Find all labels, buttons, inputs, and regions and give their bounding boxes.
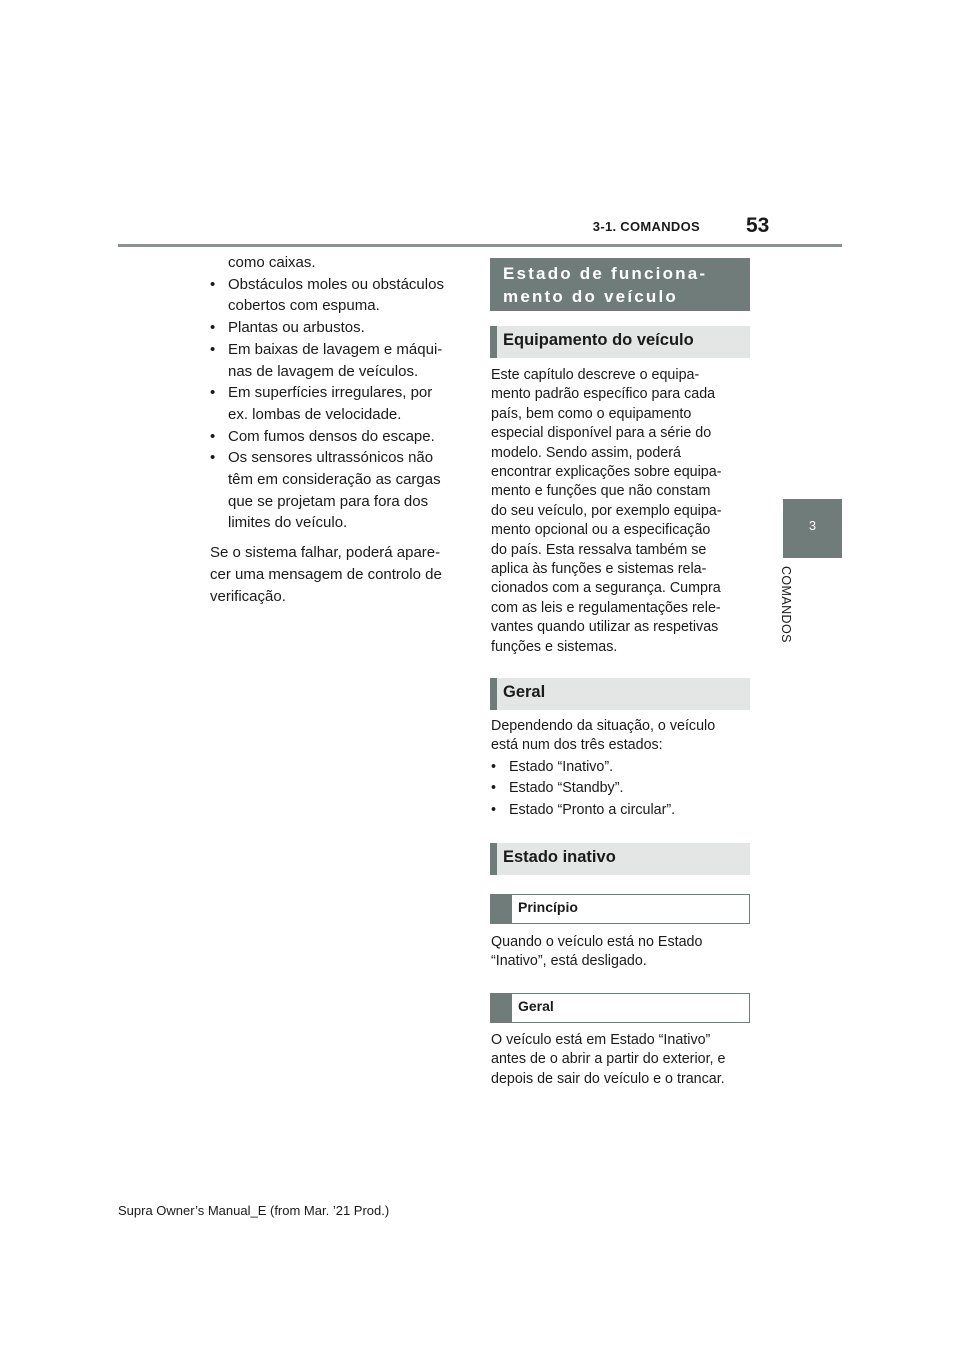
footer-text: Supra Owner’s Manual_E (from Mar. ’21 Prod.) [118, 1203, 390, 1218]
chapter-number: 3 [808, 518, 817, 533]
bullet-item: • Com fumos densos do escape. [210, 426, 464, 448]
bullet-item: • Os sensores ultrassónicos não [210, 447, 464, 469]
paragraph-line: antes de o abrir a partir do exterior, e [491, 1051, 726, 1068]
paragraph-line: aplica às funções e sistemas rela- [491, 561, 707, 578]
paragraph-line: com as leis e regulamentações rele- [491, 599, 721, 616]
paragraph-line: Dependendo da situação, o veículo [491, 718, 716, 734]
bullet-item: • Estado “Standby”. [491, 779, 751, 798]
subsection-body [491, 1031, 751, 1089]
section-heading: Geral [490, 678, 750, 710]
paragraph-line: Se o sistema falhar, poderá apare- [210, 544, 441, 562]
header-rule [118, 244, 842, 247]
paragraph-line: modelo. Sendo assim, poderá [491, 444, 681, 461]
paragraph-line: vantes quando utilizar as respetivas [491, 619, 719, 636]
text-line: ex. lombas de velocidade. [228, 405, 402, 423]
chapter-name [779, 566, 805, 662]
bullet-item: • Estado “Pronto a circular”. [491, 801, 751, 820]
section-body [491, 717, 751, 820]
text-line: que se projetam para fora dos [228, 492, 429, 510]
paragraph-line: mento e funções que não constam [491, 483, 711, 500]
paragraph-line: está num dos três estados: [491, 737, 663, 754]
paragraph-line: Quando o veículo está no Estado [491, 934, 703, 950]
text-line: cobertos com espuma. [228, 297, 380, 315]
text-line: limites do veículo. [228, 514, 348, 532]
paragraph-line: cer uma mensagem de controlo de [210, 565, 442, 583]
main-heading [490, 258, 750, 311]
chapter-name-label: COMANDOS [779, 566, 793, 643]
bullet-item: • Obstáculos moles ou obstáculos [210, 274, 464, 296]
paragraph-line: especial disponível para a série do [491, 425, 712, 442]
text-line: têm em consideração as cargas [228, 471, 441, 489]
section-body [491, 366, 751, 657]
paragraph-line: do seu veículo, por exemplo equipa- [491, 502, 722, 519]
main-heading-line: Estado de funciona- [503, 264, 708, 283]
text-line: como caixas. [228, 254, 316, 271]
section-label: 3-1. COMANDOS [592, 219, 700, 234]
section-heading: Estado inativo [490, 843, 750, 875]
paragraph-line: cionados com a segurança. Cumpra [491, 580, 721, 597]
bullet-item: • Plantas ou arbustos. [210, 317, 464, 339]
bullet-item: • Em baixas de lavagem e máqui- [210, 339, 464, 361]
bullet-item: • Em superfícies irregulares, por [210, 382, 464, 404]
paragraph-line: do país. Esta ressalva também se [491, 541, 707, 558]
section-heading: Equipamento do veículo [490, 326, 750, 358]
left-column [210, 252, 464, 607]
paragraph-line: mento padrão específico para cada [491, 386, 716, 403]
subsection-heading: Geral [490, 993, 750, 1023]
subsection-body [491, 933, 751, 972]
subsection-heading: Princípio [490, 894, 750, 924]
chapter-tab [783, 499, 842, 558]
page-number: 53 [746, 214, 770, 237]
paragraph-line: mento opcional ou a especificação [491, 522, 711, 539]
text-line: nas de lavagem de veículos. [228, 362, 419, 380]
paragraph-line: “Inativo”, está desligado. [491, 953, 647, 970]
paragraph-line: O veículo está em Estado “Inativo” [491, 1032, 711, 1048]
paragraph-line: verificação. [210, 587, 286, 605]
main-heading-line: mento do veículo [503, 287, 678, 306]
paragraph-line: país, bem como o equipamento [491, 405, 692, 422]
paragraph-line: encontrar explicações sobre equipa- [491, 464, 722, 481]
paragraph-line: funções e sistemas. [491, 638, 618, 655]
paragraph-line: depois de sair do veículo e o trancar. [491, 1070, 725, 1087]
paragraph-line: Este capítulo descreve o equipa- [491, 367, 700, 383]
bullet-item: • Estado “Inativo”. [491, 758, 751, 777]
